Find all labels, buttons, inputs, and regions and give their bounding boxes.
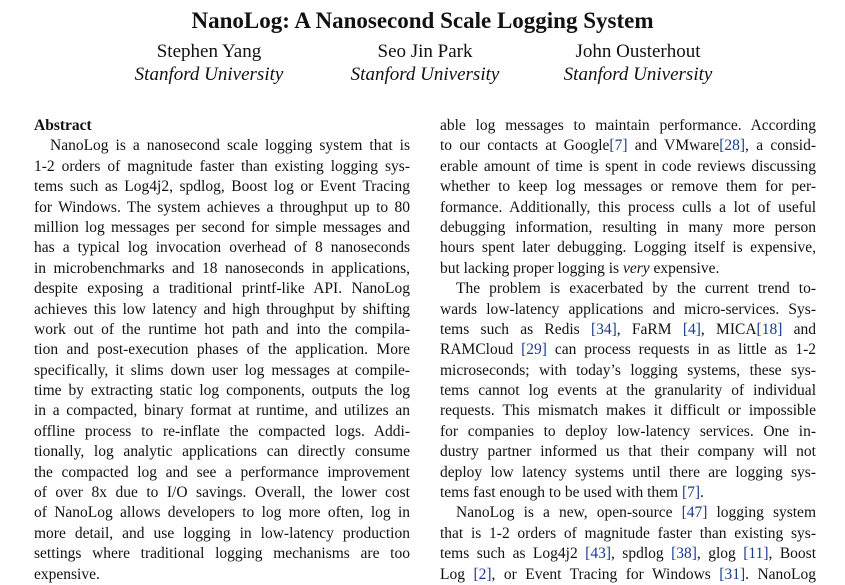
citation-link[interactable]: [43] bbox=[585, 545, 611, 563]
author-affiliation: Stanford University bbox=[563, 64, 713, 85]
abstract-heading: Abstract bbox=[34, 117, 92, 134]
citation-link[interactable]: [31] bbox=[719, 565, 746, 583]
text-line: in microbenchmarks and 18 nanoseconds in applications, bbox=[34, 259, 410, 277]
citation-link[interactable]: [38] bbox=[671, 545, 697, 563]
text-line: wards low-latency applications and micro-services. Sys- bbox=[440, 300, 816, 318]
text-line: tion and post-execution phases of the application. More bbox=[34, 341, 410, 359]
text-line: expensive. bbox=[34, 565, 100, 583]
text-line: has a typical log invocation overhead of 8 nanoseconds bbox=[34, 239, 410, 257]
emphasis: very bbox=[622, 259, 650, 277]
text-line: the compacted log and see a performance improvement bbox=[34, 463, 410, 481]
author-2 bbox=[310, 40, 540, 86]
citation-link[interactable]: [18] bbox=[756, 320, 783, 338]
text-line: tems such as Log4j2 [43], spdlog [38], glog [11], Boost bbox=[440, 545, 816, 563]
intro-column bbox=[440, 116, 816, 585]
paragraph-2 bbox=[440, 279, 816, 503]
text-line: in a compacted, binary format at runtime, and utilizes an bbox=[34, 402, 410, 420]
abstract-column bbox=[34, 116, 410, 585]
text-line: whether to keep log messages or remove them for per- bbox=[440, 178, 816, 196]
abstract-body bbox=[34, 136, 410, 585]
text-line: to our contacts at Google[7] and VMware[28], a consid- bbox=[440, 137, 816, 155]
text-line: debugging information, resulting in many more person bbox=[440, 218, 816, 236]
text-line: 1-2 orders of magnitude faster than existing logging sys- bbox=[34, 157, 410, 175]
citation-link[interactable]: [29] bbox=[521, 341, 547, 359]
text-line: hours spent later debugging. Logging itself is expensive, bbox=[440, 239, 816, 257]
citation-link[interactable]: [7] bbox=[681, 484, 701, 502]
citation-link[interactable]: [34] bbox=[590, 320, 617, 338]
text-line: deploy low latency systems until there are logging sys- bbox=[440, 463, 816, 481]
citation-link[interactable]: [47] bbox=[681, 504, 708, 522]
citation-link[interactable]: [4] bbox=[682, 320, 701, 338]
text-line: time by extracting static log components, outputs the log bbox=[34, 382, 410, 400]
citation-link[interactable]: [11] bbox=[743, 545, 769, 563]
text-line: RAMCloud [29] can process requests in as little as 1-2 bbox=[440, 341, 816, 359]
text-line: NanoLog is a new, open-source [47] logging system bbox=[456, 504, 816, 522]
text-line: tionally, log analytic applications can directly consume bbox=[34, 443, 410, 461]
author-affiliation: Stanford University bbox=[350, 64, 500, 85]
text-line: microseconds; with today’s logging systems, these sys- bbox=[440, 361, 816, 379]
text-line: dustry partner informed us that their company will not bbox=[440, 443, 816, 461]
author-1 bbox=[94, 40, 324, 86]
text-line: despite exposing a traditional printf-like API. NanoLog bbox=[34, 280, 410, 298]
text-line: million log messages per second for simple messages and bbox=[34, 218, 410, 236]
text-line: work out of the runtime hot path and into the compila- bbox=[34, 320, 410, 338]
text-line: able log messages to maintain performance. According bbox=[440, 117, 816, 134]
text-line: more detail, and use logging in low-latency production bbox=[34, 524, 410, 542]
paragraph-3 bbox=[440, 503, 816, 585]
text-line: specifically, it slims down user log messages at compile- bbox=[34, 361, 410, 379]
text-line: formance. Additionally, this process culls a lot of useful bbox=[440, 198, 816, 216]
author-3 bbox=[523, 40, 753, 86]
text-line: for companies to deploy low-latency services. One in- bbox=[440, 422, 816, 440]
text-line: requests. This mismatch makes it difficult or impossible bbox=[440, 402, 816, 420]
text-line: for Windows. The system achieves a throughput up to 80 bbox=[34, 198, 410, 216]
text-line: but lacking proper logging is very expensive. bbox=[440, 259, 720, 277]
text-line: Log [2], or Event Tracing for Windows [31]. NanoLog bbox=[440, 565, 817, 583]
text-line: that is 1-2 orders of magnitude faster than existing sys- bbox=[440, 524, 816, 542]
citation-link[interactable]: [2] bbox=[473, 565, 492, 583]
author-name: Stephen Yang bbox=[156, 41, 262, 62]
paragraph-1 bbox=[440, 116, 816, 279]
text-line: of over 8x due to I/O savings. Overall, the lower cost bbox=[34, 484, 410, 502]
author-affiliation: Stanford University bbox=[134, 64, 284, 85]
text-line: erable amount of time is spent in code reviews discussing bbox=[440, 157, 816, 175]
paper-title: NanoLog: A Nanosecond Scale Logging System bbox=[191, 8, 654, 33]
text-line: tems such as Redis [34], FaRM [4], MICA[18] and bbox=[440, 320, 817, 338]
text-line: of NanoLog allows developers to log more often, log in bbox=[34, 504, 410, 522]
text-line: NanoLog is a nanosecond scale logging system that is bbox=[50, 137, 410, 155]
text-line: offline process to re-inflate the compacted logs. Addi- bbox=[34, 422, 410, 440]
text-line: tems fast enough to be used with them [7]. bbox=[440, 484, 704, 502]
citation-link[interactable]: [28] bbox=[719, 137, 746, 155]
text-line: settings where traditional logging mechanisms are too bbox=[34, 545, 410, 563]
text-line: tems cannot log events at the granularity of individual bbox=[440, 382, 816, 400]
citation-link[interactable]: [7] bbox=[609, 137, 628, 155]
text-line: tems such as Log4j2, spdlog, Boost log or Event Tracing bbox=[34, 178, 410, 196]
text-line: The problem is exacerbated by the current trend to- bbox=[456, 280, 816, 298]
text-line: achieves this low latency and high throughput by shifting bbox=[34, 300, 410, 318]
author-name: John Ousterhout bbox=[575, 41, 701, 62]
author-name: Seo Jin Park bbox=[377, 41, 473, 62]
